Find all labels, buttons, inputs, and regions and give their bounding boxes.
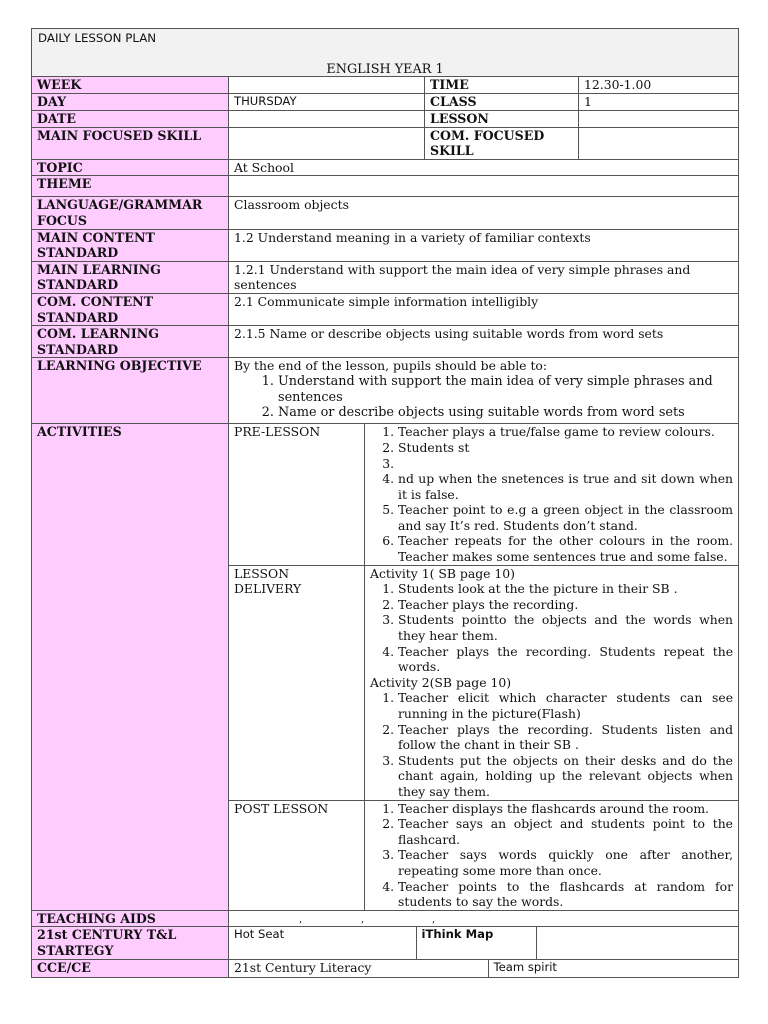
- pre-lesson-item: 6. Teacher repeats for the other colours in the room. Teacher makes some sentences true and some false.: [398, 533, 733, 564]
- main-content-value: 1.2 Understand meaning in a variety of familiar contexts: [229, 229, 739, 261]
- pre-lesson-cell: [365, 424, 739, 565]
- activity1-item: 2. Teacher plays the recording.: [398, 597, 733, 613]
- com-learning-label: COM. LEARNING STANDARD: [32, 326, 229, 358]
- header-cell: [32, 29, 739, 77]
- theme-value: [229, 176, 739, 197]
- objective-item: 2. Name or describe objects using suitable words from word sets: [278, 405, 733, 421]
- activity1-item: 3. Students pointto the objects and the words when they hear them.: [398, 612, 733, 643]
- com-skill-value: [579, 127, 739, 159]
- activity2-item: 2. Teacher plays the recording. Students listen and follow the chant in their SB .: [398, 722, 733, 753]
- century-strategy-cell: [229, 927, 739, 960]
- main-learning-label: MAIN LEARNING STANDARD: [32, 261, 229, 293]
- post-lesson-label: POST LESSON: [229, 800, 365, 910]
- grammar-label: LANGUAGE/GRAMMAR FOCUS: [32, 197, 229, 229]
- pre-lesson-item: 4. nd up when the snetences is true and sit down when it is false.: [398, 471, 733, 502]
- main-skill-value: [229, 127, 425, 159]
- pre-lesson-label: PRE-LESSON: [229, 424, 365, 565]
- aids-mark: ,: [432, 913, 436, 925]
- activity2-item: 3. Students put the objects on their desks and do the chant again, holding up the relevant objects when they say them.: [398, 753, 733, 800]
- lesson-value: [579, 110, 739, 127]
- week-label: WEEK: [32, 77, 229, 94]
- main-skill-label: MAIN FOCUSED SKILL: [32, 127, 229, 159]
- pre-lesson-item: 1. Teacher plays a true/false game to review colours.: [398, 424, 733, 440]
- century-strategy-label: 21st CENTURY T&L STARTEGY: [32, 927, 229, 960]
- week-value: [229, 77, 425, 94]
- com-content-label: COM. CONTENT STANDARD: [32, 293, 229, 325]
- time-label: TIME: [425, 77, 579, 94]
- cce-cell: [229, 960, 739, 978]
- topic-label: TOPIC: [32, 159, 229, 176]
- activity1-item: 1. Students look at the the picture in their SB .: [398, 581, 733, 597]
- lesson-delivery-cell: [365, 565, 739, 800]
- activity2-list: [370, 690, 733, 799]
- main-content-label: MAIN CONTENT STANDARD: [32, 229, 229, 261]
- com-content-value: 2.1 Communicate simple information intelligibly: [229, 293, 739, 325]
- topic-value: At School: [229, 159, 739, 176]
- post-lesson-list: [370, 801, 733, 910]
- pre-lesson-list: [370, 424, 733, 564]
- objective-intro: By the end of the lesson, pupils should be able to:: [234, 358, 548, 374]
- post-lesson-item: 3. Teacher says words quickly one after another, repeating some more than once.: [398, 847, 733, 878]
- main-learning-value: 1.2.1 Understand with support the main idea of very simple phrases and sentences: [229, 261, 739, 293]
- activity1-item: 4. Teacher plays the recording. Students repeat the words.: [398, 644, 733, 675]
- com-skill-label: COM. FOCUSED SKILL: [425, 127, 579, 159]
- post-lesson-cell: [365, 800, 739, 910]
- lesson-label: LESSON: [425, 110, 579, 127]
- activities-label: ACTIVITIES: [32, 424, 229, 910]
- objective-item: 1. Understand with support the main idea of very simple phrases and sentences: [278, 374, 733, 405]
- lesson-plan-table: [31, 28, 739, 978]
- theme-label: THEME: [32, 176, 229, 197]
- teaching-aids-value: [229, 910, 739, 927]
- cce-inner-table: [229, 960, 738, 977]
- class-label: CLASS: [425, 93, 579, 110]
- cce-value: 21st Century Literacy: [229, 960, 488, 977]
- date-value: [229, 110, 425, 127]
- aids-mark: ,: [299, 913, 303, 925]
- post-lesson-item: 1. Teacher displays the flashcards around the room.: [398, 801, 733, 817]
- activity1-list: [370, 581, 733, 675]
- post-lesson-item: 2. Teacher says an object and students point to the flashcard.: [398, 816, 733, 847]
- century-inner-table: [229, 927, 738, 959]
- class-value: 1: [579, 93, 739, 110]
- pre-lesson-item: [398, 456, 733, 472]
- day-label: DAY: [32, 93, 229, 110]
- activity2-item: 1. Teacher elicit which character students can see running in the picture(Flash): [398, 690, 733, 721]
- pre-lesson-item: 5. Teacher point to e.g a green object in the classroom and say It’s red. Students don’t stand.: [398, 502, 733, 533]
- com-learning-value: 2.1.5 Name or describe objects using suitable words from word sets: [229, 326, 739, 358]
- activity1-title: Activity 1( SB page 10): [370, 565, 516, 581]
- objective-list: [234, 374, 733, 421]
- aids-mark: ,: [361, 913, 365, 925]
- objective-cell: [229, 358, 739, 424]
- objective-label: LEARNING OBJECTIVE: [32, 358, 229, 424]
- lesson-delivery-label: LESSON DELIVERY: [229, 565, 365, 800]
- hot-seat: Hot Seat: [229, 927, 416, 959]
- doc-title: DAILY LESSON PLAN: [38, 31, 157, 45]
- teaching-aids-label: TEACHING AIDS: [32, 910, 229, 927]
- post-lesson-item: 4. Teacher points to the flashcards at random for students to say the words.: [398, 879, 733, 910]
- team-spirit: Team spirit: [493, 960, 557, 975]
- subject-title: ENGLISH YEAR 1: [326, 62, 444, 77]
- ithink-value: [536, 927, 738, 959]
- day-value: THURSDAY: [229, 93, 425, 110]
- ithink-map: iThink Map: [416, 927, 536, 959]
- grammar-value: Classroom objects: [229, 197, 739, 229]
- date-label: DATE: [32, 110, 229, 127]
- activity2-title: Activity 2(SB page 10): [370, 674, 512, 690]
- cce-label: CCE/CE: [32, 960, 229, 978]
- lesson-plan: [31, 28, 738, 978]
- pre-lesson-item: 2. Students st: [398, 440, 733, 456]
- time-value: 12.30-1.00: [579, 77, 739, 94]
